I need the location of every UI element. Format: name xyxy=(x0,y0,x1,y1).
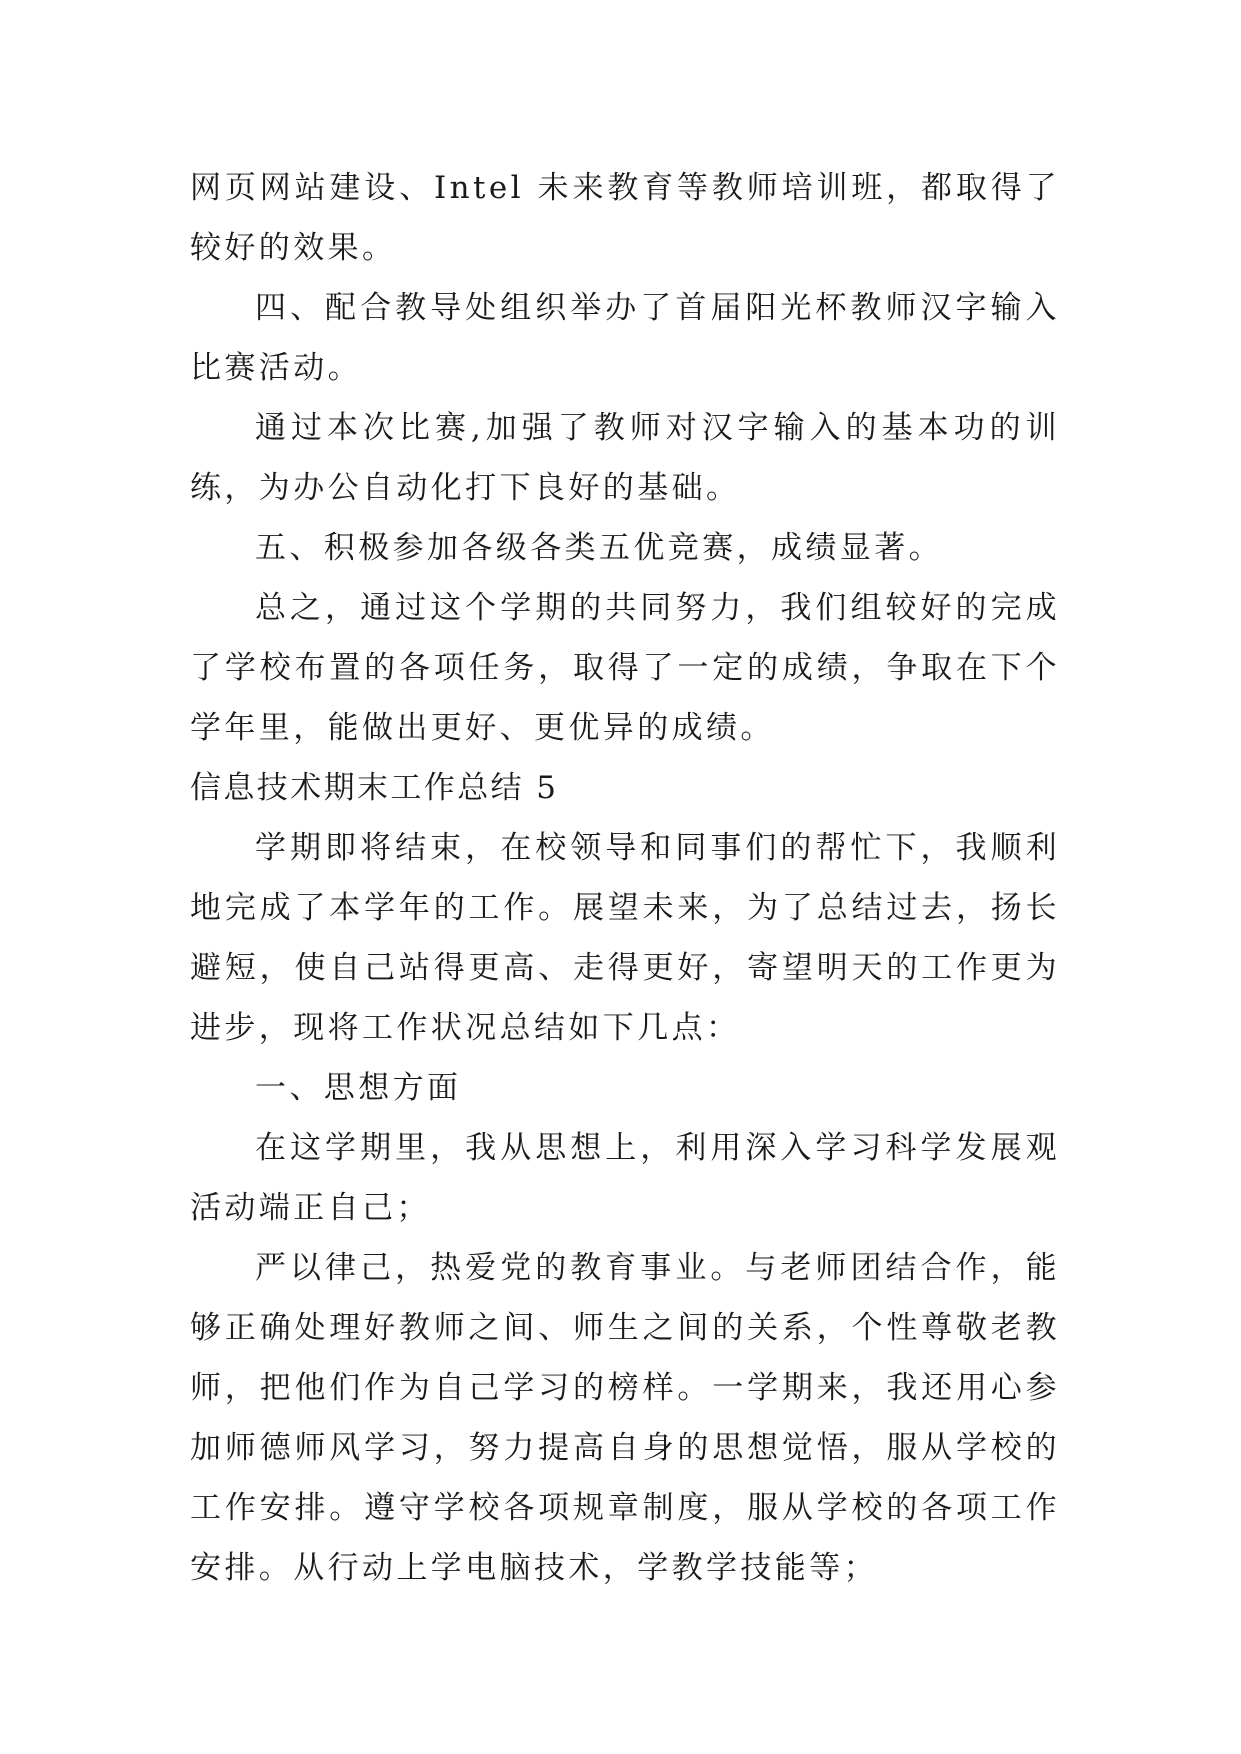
subheading-thinking: 一、思想方面 xyxy=(255,1070,462,1106)
section-heading: 信息技术期末工作总结 5 xyxy=(190,770,559,806)
paragraph-discipline: 严以律己，热爱党的教育事业。与老师团结合作，能够正确处理好教师之间、师生之间的关系，个性尊敬老教师，把他们作为自己学习的榜样。一学期来，我还用心参加师德师风学习，努力提高自身的思想觉悟，服从学校的工作安排。遵守学校各项规章制度，服从学校的各项工作安排。从行动上学电脑技术，学教学技能等； xyxy=(190,1250,1060,1586)
document-body xyxy=(190,158,1060,1598)
paragraph-conclusion: 总之，通过这个学期的共同努力，我们组较好的完成了学校布置的各项任务，取得了一定的成绩，争取在下个学年里，能做出更好、更优异的成绩。 xyxy=(190,590,1060,746)
paragraph-self-study: 在这学期里，我从思想上，利用深入学习科学发展观活动端正自己； xyxy=(190,1130,1060,1226)
paragraph-training-results: 网页网站建设、Intel 未来教育等教师培训班，都取得了较好的效果。 xyxy=(190,170,1060,266)
paragraph-contest-effect: 通过本次比赛,加强了教师对汉字输入的基本功的训练，为办公自动化打下良好的基础。 xyxy=(190,410,1060,506)
paragraph-competitions: 五、积极参加各级各类五优竞赛，成绩显著。 xyxy=(255,530,943,566)
paragraph-intro: 学期即将结束，在校领导和同事们的帮忙下，我顺利地完成了本学年的工作。展望未来，为了总结过去，扬长避短，使自己站得更高、走得更好，寄望明天的工作更为进步，现将工作状况总结如下几点： xyxy=(190,830,1060,1046)
paragraph-typing-contest: 四、配合教导处组织举办了首届阳光杯教师汉字输入比赛活动。 xyxy=(190,290,1060,386)
